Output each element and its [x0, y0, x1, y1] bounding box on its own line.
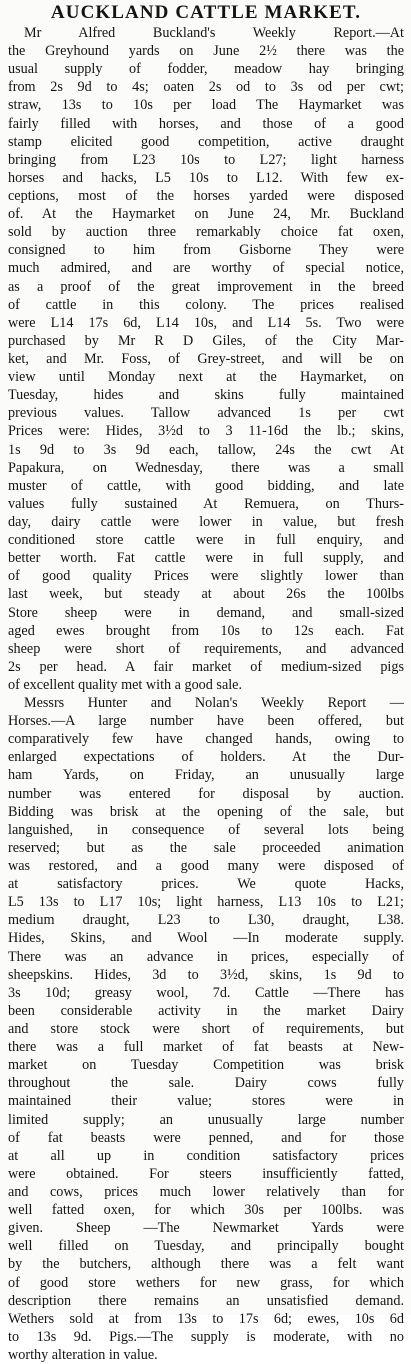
article-line: sold by auction three remarkably choice fat oxen,	[8, 224, 404, 241]
article-line: sheepskins. Hides, 3d to 3½d, skins, 1s 9d to	[8, 966, 404, 983]
article-line: previous values. Tallow advanced 1s per cwt	[8, 405, 404, 422]
article-line: Papakura, on Wednesday, there was a small	[8, 459, 404, 476]
article-line: languished, in consequence of several lots being	[8, 821, 404, 838]
article-line: were L14 17s 6d, L14 10s, and L14 5s. Two were	[8, 314, 404, 331]
article-line: enlarged expectations of holders. At the Dur-	[8, 749, 404, 766]
article-line: straw, 13s to 10s per load The Haymarket was	[8, 97, 404, 114]
article-line: 2s per head. A fair market of medium-sized pigs	[8, 658, 404, 675]
article-line: ket, and Mr. Foss, of Grey-street, and will be on	[8, 350, 404, 367]
article-line: maintained their value; stores were in	[8, 1093, 404, 1110]
article-line: reserved; but as the sale proceeded animation	[8, 839, 404, 856]
article-line: of good quality Prices were slightly lower than	[8, 568, 404, 585]
article-line: at all up in condition satisfactory prices	[8, 1147, 404, 1164]
article-line: bringing from L23 10s to L27; light harness	[8, 151, 404, 168]
article-line: 3s 10d; greasy wool, 7d. Cattle —There has	[8, 984, 404, 1001]
article-line: well fatted oxen, for which 30s per 100lbs. was	[8, 1202, 404, 1219]
article-line: Messrs Hunter and Nolan's Weekly Report —	[24, 695, 404, 712]
article-line: limited supply; an unusually large number	[8, 1111, 404, 1128]
article-line: and store stock were short of requirements, but	[8, 1021, 404, 1038]
article-line: last week, but steady at about 26s the 100lbs	[8, 586, 404, 603]
article-line: stamp elicited good competition, active draught	[8, 133, 404, 150]
article-line: there was a full market of fat beasts at New-	[8, 1039, 404, 1056]
article-line: L5 13s to L17 10s; light harness, L13 10s to L21;	[8, 894, 404, 911]
article-line: usual supply of fodder, meadow hay bringing	[8, 61, 404, 78]
article-line: Store sheep were in demand, and small-sized	[8, 604, 404, 621]
article-line: comparatively few have changed hands, owing to	[8, 731, 404, 748]
article-line: aged ewes brought from 10s to 12s each. Fat	[8, 622, 404, 639]
article-line: ham Yards, on Friday, an unusually large	[8, 767, 404, 784]
article-line: of good store wethers for new grass, for which	[8, 1274, 404, 1291]
article-line: fairly filled with horses, and those of a good	[8, 115, 404, 132]
article-line: much admired, and are worthy of special notice,	[8, 260, 404, 277]
article-line: Wethers sold at from 13s to 17s 6d; ewes, 10s 6d	[8, 1310, 404, 1327]
article-line: Prices were: Hides, 3½d to 3 11-16d the lb.; skins,	[8, 423, 404, 440]
article-line: horses and hacks, L5 10s to L12. With few ex-	[8, 169, 404, 186]
article-line: consigned to him from Gisborne They were	[8, 242, 404, 259]
article-line: was restored, and a good many were disposed of	[8, 858, 404, 875]
article-line: of cattle in this colony. The prices realised	[8, 296, 404, 313]
article-line: day, dairy cattle were lower in value, but fresh	[8, 513, 404, 530]
article-line: market on Tuesday Competition was brisk	[8, 1057, 404, 1074]
article-line: 1s 9d to 3s 9d each, tallow, 24s the cwt At	[8, 441, 404, 458]
article-line: and cows, prices much lower relatively than for	[8, 1184, 404, 1200]
article-line: worthy alteration in value.	[8, 1346, 158, 1363]
article-line: number was entered for disposal by auction.	[8, 785, 404, 802]
article-line: of excellent quality met with a good sale.	[8, 676, 243, 693]
article-line: description there remains an unsatisfied demand.	[8, 1292, 404, 1309]
article-line: Horses.—A large number have been offered, but	[8, 713, 404, 730]
article-line: well filled on Tuesday, and principally bought	[8, 1238, 404, 1255]
article-line: of. At the Haymarket on June 24, Mr. Buckland	[8, 206, 404, 223]
article-line: from 2s 9d to 4s; oaten 2s od to 3s od per cwt;	[8, 79, 404, 96]
article-line: throughout the sale. Dairy cows fully	[8, 1075, 404, 1092]
article-line: Bidding was brisk at the opening of the sale, but	[8, 803, 404, 820]
article-line: ceptions, most of the horses yarded were disposed	[8, 187, 404, 204]
article-line: of fat beasts were penned, and for those	[8, 1129, 404, 1146]
article-body	[8, 24, 404, 1364]
article-line: values fully sustained At Remuera, on Thurs-	[8, 495, 404, 512]
article-line: been considerable activity in the market Dairy	[8, 1002, 404, 1019]
article-line: the Greyhound yards on June 2½ there was the	[8, 43, 404, 60]
article-line: better worth. Fat cattle were in full supply, and	[8, 550, 404, 567]
article-line: purchased by Mr R D Giles, of the City Mar-	[8, 332, 404, 349]
article-line: view until Monday next at the Haymarket, on	[8, 369, 404, 386]
article-line: There was an advance in prices, especially of	[8, 948, 404, 965]
article-line: as a proof of the great improvement in the breed	[8, 278, 404, 295]
article-line: given. Sheep —The Newmarket Yards were	[8, 1220, 404, 1237]
article-line: Mr Alfred Buckland's Weekly Report.—At	[24, 25, 404, 41]
article-line: Tuesday, hides and skins fully maintained	[8, 387, 404, 404]
article-line: muster of cattle, with good bidding, and late	[8, 477, 404, 494]
article-line: by the butchers, although there was a felt want	[8, 1256, 404, 1273]
article-line: at satisfactory prices. We quote Hacks,	[8, 876, 404, 893]
article-line: Hides, Skins, and Wool —In moderate supply.	[8, 930, 404, 947]
article-line: to 13s 9d. Pigs.—The supply is moderate, with no	[8, 1328, 404, 1345]
article-line: sheep were short of requirements, and advanced	[8, 640, 404, 657]
article-line: conditioned store cattle were in full enquiry, and	[8, 532, 404, 549]
article-line: medium draught, L23 to L30, draught, L38.	[8, 912, 404, 929]
article-headline: AUCKLAND CATTLE MARKET.	[50, 2, 362, 23]
article-line: were obtained. For steers insufficiently fatted,	[8, 1165, 404, 1182]
